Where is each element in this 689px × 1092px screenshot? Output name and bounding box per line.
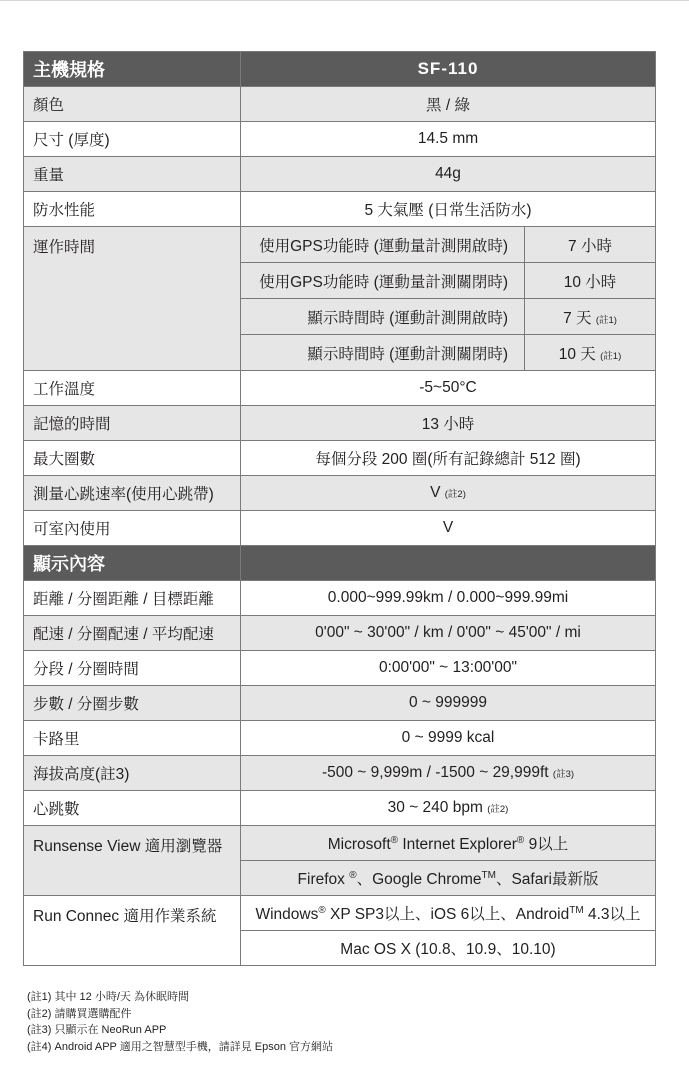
table-row bbox=[24, 87, 656, 122]
row-label: 重量 bbox=[24, 157, 241, 192]
row-value bbox=[241, 476, 656, 511]
footnote-ref: (註1) bbox=[595, 314, 617, 326]
browser-ie-b: Internet Explorer bbox=[402, 836, 517, 853]
table-row bbox=[24, 581, 656, 616]
display-header-row bbox=[24, 546, 656, 581]
os-line-1 bbox=[241, 896, 656, 931]
operating-time-desc: 使用GPS功能時 (運動量計測關閉時) bbox=[241, 263, 525, 299]
table-row bbox=[24, 651, 656, 686]
operating-time-value bbox=[525, 299, 656, 335]
footnote: (註3) 只顯示在 NeoRun APP bbox=[27, 1024, 167, 1036]
operating-time-value bbox=[525, 263, 656, 299]
row-value bbox=[241, 756, 656, 791]
model-name: SF-110 bbox=[241, 52, 656, 87]
row-value bbox=[241, 791, 656, 826]
table-row bbox=[24, 476, 656, 511]
table-row bbox=[24, 756, 656, 791]
os-line-2: Mac OS X (10.8、10.9、10.10) bbox=[241, 931, 656, 966]
row-label: 測量心跳速率(使用心跳帶) bbox=[24, 476, 241, 511]
row-label: 最大圈數 bbox=[24, 441, 241, 476]
browser-ff-b: 、Google Chrome bbox=[356, 871, 482, 888]
row-value: 0:00'00" ~ 13:00'00" bbox=[241, 651, 656, 686]
registered-mark: ® bbox=[390, 835, 399, 846]
op-value-text: 10 小時 bbox=[563, 273, 617, 291]
footnote-ref: (註3) bbox=[552, 769, 575, 780]
operating-time-desc: 顯示時間時 (運動計測開啟時) bbox=[241, 299, 525, 335]
table-row bbox=[24, 511, 656, 546]
op-value-text: 7 小時 bbox=[568, 237, 612, 255]
op-value-text: 7 天 bbox=[563, 309, 592, 327]
operating-time-desc: 顯示時間時 (運動計測關閉時) bbox=[241, 335, 525, 371]
row-label: 顏色 bbox=[24, 87, 241, 122]
row-label: 尺寸 (厚度) bbox=[24, 122, 241, 157]
browser-row bbox=[24, 826, 656, 861]
table-row bbox=[24, 192, 656, 227]
spec-table bbox=[23, 51, 656, 966]
row-label: 心跳數 bbox=[24, 791, 241, 826]
value-text: V bbox=[430, 484, 441, 501]
trademark-mark: TM bbox=[481, 870, 496, 881]
trademark-mark: TM bbox=[569, 905, 584, 916]
table-row bbox=[24, 721, 656, 756]
spec-header-row bbox=[24, 52, 656, 87]
row-label: 配速 / 分圈配速 / 平均配速 bbox=[24, 616, 241, 651]
operating-time-label: 運作時間 bbox=[24, 227, 241, 371]
os-win-a: Windows bbox=[255, 906, 319, 923]
row-value: 黑 / 綠 bbox=[241, 87, 656, 122]
display-header-blank bbox=[241, 546, 656, 581]
browser-line-1 bbox=[241, 826, 656, 861]
registered-mark: ® bbox=[516, 835, 525, 846]
value-text: -500 ~ 9,999m / -1500 ~ 29,999ft bbox=[321, 764, 549, 781]
table-row bbox=[24, 616, 656, 651]
top-divider bbox=[0, 0, 689, 1]
op-value-text: 10 天 bbox=[558, 345, 596, 363]
row-label: 工作溫度 bbox=[24, 371, 241, 406]
footnote-ref: (註1) bbox=[600, 350, 622, 362]
row-label: 海拔高度(註3) bbox=[24, 756, 241, 791]
table-row bbox=[24, 441, 656, 476]
value-text: 30 ~ 240 bpm bbox=[387, 799, 483, 816]
row-value: V bbox=[241, 511, 656, 546]
row-label: 卡路里 bbox=[24, 721, 241, 756]
operating-time-row bbox=[24, 227, 656, 263]
display-header-label: 顯示內容 bbox=[24, 546, 241, 581]
registered-mark: ® bbox=[349, 870, 357, 881]
os-label: Run Connec 適用作業系統 bbox=[24, 896, 241, 966]
row-label: 記憶的時間 bbox=[24, 406, 241, 441]
row-value: 0.000~999.99km / 0.000~999.99mi bbox=[241, 581, 656, 616]
os-win-c: 4.3以上 bbox=[587, 906, 641, 923]
row-value: 5 大氣壓 (日常生活防水) bbox=[241, 192, 656, 227]
browser-label: Runsense View 適用瀏覽器 bbox=[24, 826, 241, 896]
operating-time-desc: 使用GPS功能時 (運動量計測開啟時) bbox=[241, 227, 525, 263]
row-value: 14.5 mm bbox=[241, 122, 656, 157]
table-row bbox=[24, 406, 656, 441]
row-value: 44g bbox=[241, 157, 656, 192]
row-label: 防水性能 bbox=[24, 192, 241, 227]
row-label: 可室內使用 bbox=[24, 511, 241, 546]
browser-ie-c: 9以上 bbox=[528, 836, 569, 853]
footnote: (註4) Android APP 適用之智慧型手機，請詳見 Epson 官方網站 bbox=[27, 1040, 334, 1053]
operating-time-value bbox=[525, 227, 656, 263]
row-value: 0'00" ~ 30'00" / km / 0'00" ~ 45'00" / mi bbox=[241, 616, 656, 651]
row-value: 0 ~ 9999 kcal bbox=[241, 721, 656, 756]
row-label: 距離 / 分圈距離 / 目標距離 bbox=[24, 581, 241, 616]
footnote-ref: (註2) bbox=[487, 804, 509, 815]
footnote-ref: (註2) bbox=[444, 489, 466, 500]
row-value: 每個分段 200 圈(所有記錄總計 512 圈) bbox=[241, 441, 656, 476]
table-row bbox=[24, 686, 656, 721]
os-win-b: XP SP3以上、iOS 6以上、Android bbox=[330, 906, 570, 923]
browser-ff-a: Firefox bbox=[297, 871, 345, 888]
registered-mark: ® bbox=[318, 905, 326, 916]
footnote: (註1) 其中 12 小時/天 為休眠時間 bbox=[27, 991, 189, 1003]
row-value: -5~50°C bbox=[241, 371, 656, 406]
row-value: 0 ~ 999999 bbox=[241, 686, 656, 721]
table-row bbox=[24, 157, 656, 192]
footnotes bbox=[27, 989, 333, 1055]
table-row bbox=[24, 791, 656, 826]
table-row bbox=[24, 122, 656, 157]
browser-line-2 bbox=[241, 861, 656, 896]
footnote: (註2) 請購買選購配件 bbox=[27, 1007, 132, 1020]
row-label: 分段 / 分圈時間 bbox=[24, 651, 241, 686]
spec-header-label: 主機規格 bbox=[24, 52, 241, 87]
browser-ff-c: 、Safari最新版 bbox=[495, 871, 599, 888]
browser-ie-a: Microsoft bbox=[327, 836, 391, 853]
operating-time-value bbox=[525, 335, 656, 371]
row-value: 13 小時 bbox=[241, 406, 656, 441]
os-row bbox=[24, 896, 656, 931]
table-row bbox=[24, 371, 656, 406]
row-label: 步數 / 分圈步數 bbox=[24, 686, 241, 721]
